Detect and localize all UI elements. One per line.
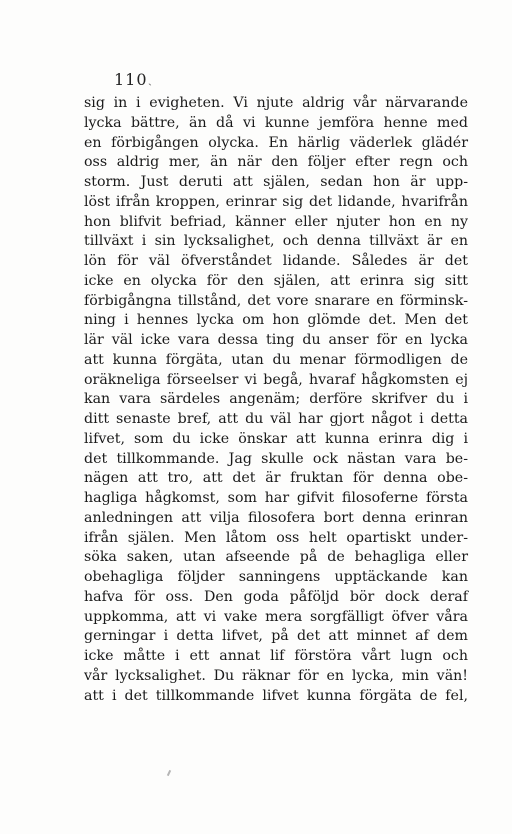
text-line: lär väl icke vara dessa ting du anser för en lycka — [84, 332, 468, 348]
text-line: uppkomma, att vi vake mera sorgfälligt öfver våra — [84, 608, 468, 625]
text-line: att i det tillkommande lifvet kunna förgäta de fel, — [84, 687, 468, 704]
text-line: vår lycksalighet. Du räknar för en lycka, min vän! — [84, 667, 468, 684]
text-line: oräkneliga förseelser vi begå, hvaraf hågkomsten ej — [84, 371, 468, 388]
text-line: ifrån själen. Men låtom oss helt opartiskt under- — [84, 529, 468, 546]
text-line: det tillkommande. Jag skulle ock nästan vara be- — [84, 450, 468, 467]
text-line: förbigångna tillstånd, det vore snarare en förminsk- — [84, 292, 468, 309]
text-line: nägen att tro, att det är fruktan för denna obe- — [84, 470, 468, 487]
text-line: lycka bättre, än då vi kunne jemföra henne med — [84, 114, 468, 131]
text-line: sig in i evigheten. Vi njute aldrig vår närvarande — [84, 95, 468, 111]
page-number: 110 — [114, 70, 148, 89]
text-line: söka saken, utan afseende på de behagliga eller — [84, 549, 468, 566]
text-line: hafva för oss. Den goda påföljd bör dock deraf — [84, 588, 468, 605]
text-line: obehagliga följder sanningens upptäckande kan — [84, 569, 468, 585]
text-line: kan vara särdeles angenäm; derföre skrifver du i — [84, 391, 468, 408]
text-line: tillväxt i sin lycksalighet, och denna tillväxt är en — [84, 233, 468, 250]
body-text — [84, 94, 468, 706]
text-line: lön för väl öfverståndet lidande. Således är det — [84, 253, 468, 269]
text-line: icke måtte i ett annat lif förstöra vårt lugn och — [84, 648, 468, 664]
text-line: icke en olycka för den själen, att erinra sig sitt — [84, 272, 468, 289]
text-line: oss aldrig mer, än när den följer efter regn och — [84, 154, 468, 171]
text-line: ditt senaste bref, att du väl har gjort något i detta — [84, 411, 468, 427]
text-line: att kunna förgäta, utan du menar förmodligen de — [84, 351, 468, 368]
text-line: anledningen att vilja filosofera bort denna erinran — [84, 509, 468, 526]
text-line: hon blifvit befriad, känner eller njuter hon en ny — [84, 213, 468, 230]
text-line: en förbigången olycka. En härlig väderlek glädér — [84, 134, 468, 151]
paper-fleck — [167, 770, 171, 776]
stray-ink-mark: ˎ — [148, 72, 152, 86]
text-line: gerningar i detta lifvet, på det att minnet af dem — [84, 628, 468, 645]
text-line: storm. Just deruti att själen, sedan hon är upp- — [84, 174, 468, 190]
text-line: hagliga hågkomst, som har gifvit filosoferne första — [84, 490, 468, 506]
text-line: lifvet, som du icke önskar att kunna erinra dig i — [84, 430, 468, 447]
text-line: ning i hennes lycka om hon glömde det. Men det — [84, 312, 468, 329]
text-line: löst ifrån kroppen, erinrar sig det lidande, hvarifrån — [84, 193, 468, 210]
